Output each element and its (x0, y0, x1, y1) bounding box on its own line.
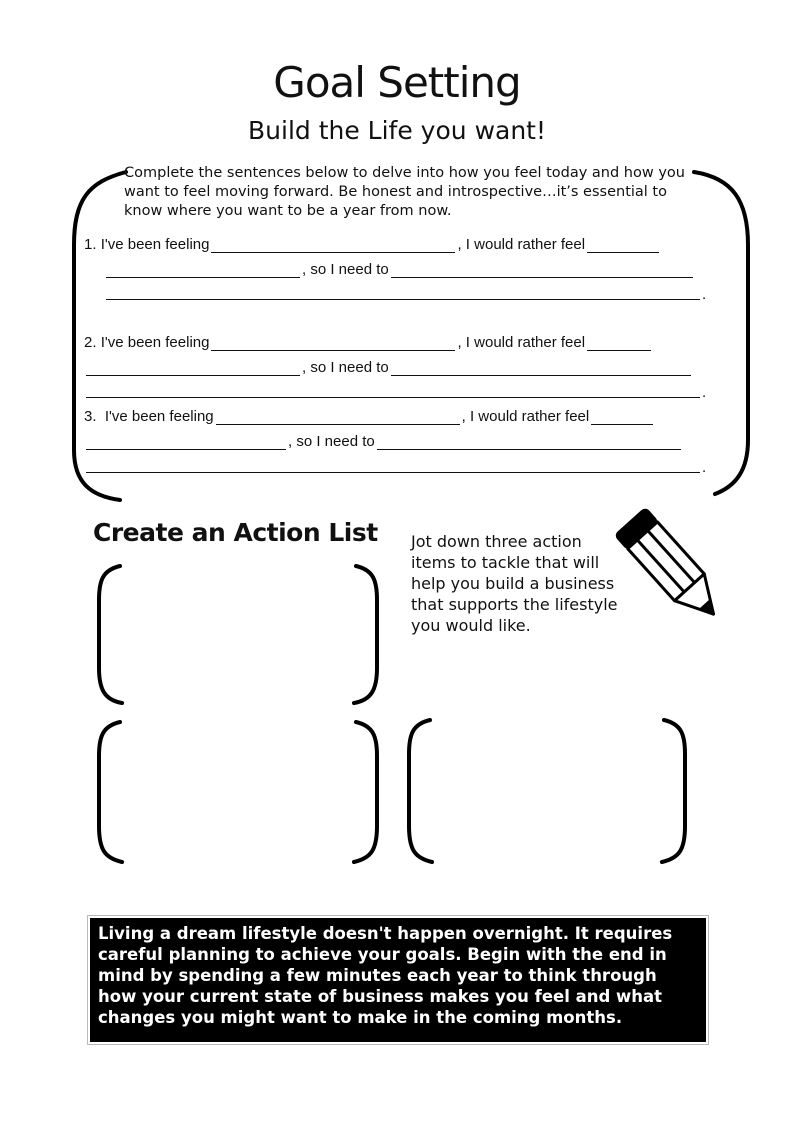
sentence-3-row-1 (84, 408, 655, 425)
sentence-2-rather-blank-cont[interactable] (86, 361, 300, 376)
sentence-1-need-label: , so I need to (302, 261, 389, 278)
action-box-2-left (99, 722, 122, 862)
sentence-2-need-blank[interactable] (391, 361, 691, 376)
sentence-3-rather-label: , I would rather feel (461, 408, 590, 425)
sentence-2-number: 2. (84, 334, 97, 351)
action-box-1-left (99, 566, 122, 703)
sentence-3-need-label: , so I need to (288, 433, 375, 450)
sentence-1-need-blank[interactable] (391, 263, 693, 278)
action-box-3-left (409, 720, 432, 862)
sentence-1-rather-blank-cont[interactable] (106, 263, 300, 278)
sentence-2-rather-label: , I would rather feel (457, 334, 586, 351)
sentence-2-row-1 (84, 334, 653, 351)
sentence-2-feeling-label: I've been feeling (100, 334, 210, 351)
sentence-1-rather-label: , I would rather feel (457, 236, 586, 253)
action-list-heading: Create an Action List (93, 518, 378, 547)
action-box-1-right (354, 566, 377, 703)
sentence-2-rather-blank[interactable] (587, 336, 651, 351)
sentence-2-need-label: , so I need to (302, 359, 389, 376)
action-box-3-right (662, 720, 685, 862)
sentence-2-line-3[interactable] (86, 396, 700, 398)
sentence-3-number: 3. (84, 408, 97, 425)
sentence-3-need-blank[interactable] (377, 435, 681, 450)
sentence-3-rather-blank-cont[interactable] (86, 435, 286, 450)
sentence-1-end: . (702, 286, 707, 303)
page-subtitle: Build the Life you want! (248, 116, 546, 145)
sentence-1-feeling-label: I've been feeling (100, 236, 210, 253)
pencil-icon (616, 509, 729, 628)
sentence-1-rather-blank[interactable] (587, 238, 659, 253)
sentence-1-line-3[interactable] (106, 298, 700, 300)
action-instructions: Jot down three action items to tackle that will help you build a business that supports the lifestyle you would like. (411, 532, 618, 635)
sentence-3-feeling-blank[interactable] (216, 410, 460, 425)
sentence-3-rather-blank[interactable] (591, 410, 653, 425)
sentence-2-feeling-blank[interactable] (211, 336, 455, 351)
footer-callout (90, 918, 706, 1042)
sentence-1-feeling-blank[interactable] (211, 238, 455, 253)
sentence-3-feeling-label: I've been feeling (104, 408, 214, 425)
sentence-3-end: . (702, 459, 707, 476)
sentence-3-line-3[interactable] (86, 471, 700, 473)
action-box-2-right (354, 722, 377, 862)
page-title: Goal Setting (273, 58, 521, 107)
sentence-1-row-2 (104, 261, 695, 278)
sentence-2-row-2 (84, 359, 693, 376)
sentence-1-row-1 (84, 236, 661, 253)
sentence-3-row-2 (84, 433, 683, 450)
footer-callout-text: Living a dream lifestyle doesn't happen overnight. It requires careful planning to achieve your goals. Begin with the end in mind by spending a few minutes each year to think through how your current state of business makes you feel and what changes you might want to make in the coming months. (98, 924, 673, 1027)
intro-text: Complete the sentences below to delve into how you feel today and how you want to feel moving forward. Be honest and introspective…it’s essential to know where you want to be a year from now. (124, 165, 685, 219)
sentence-2-end: . (702, 384, 707, 401)
sentence-1-number: 1. (84, 236, 97, 253)
